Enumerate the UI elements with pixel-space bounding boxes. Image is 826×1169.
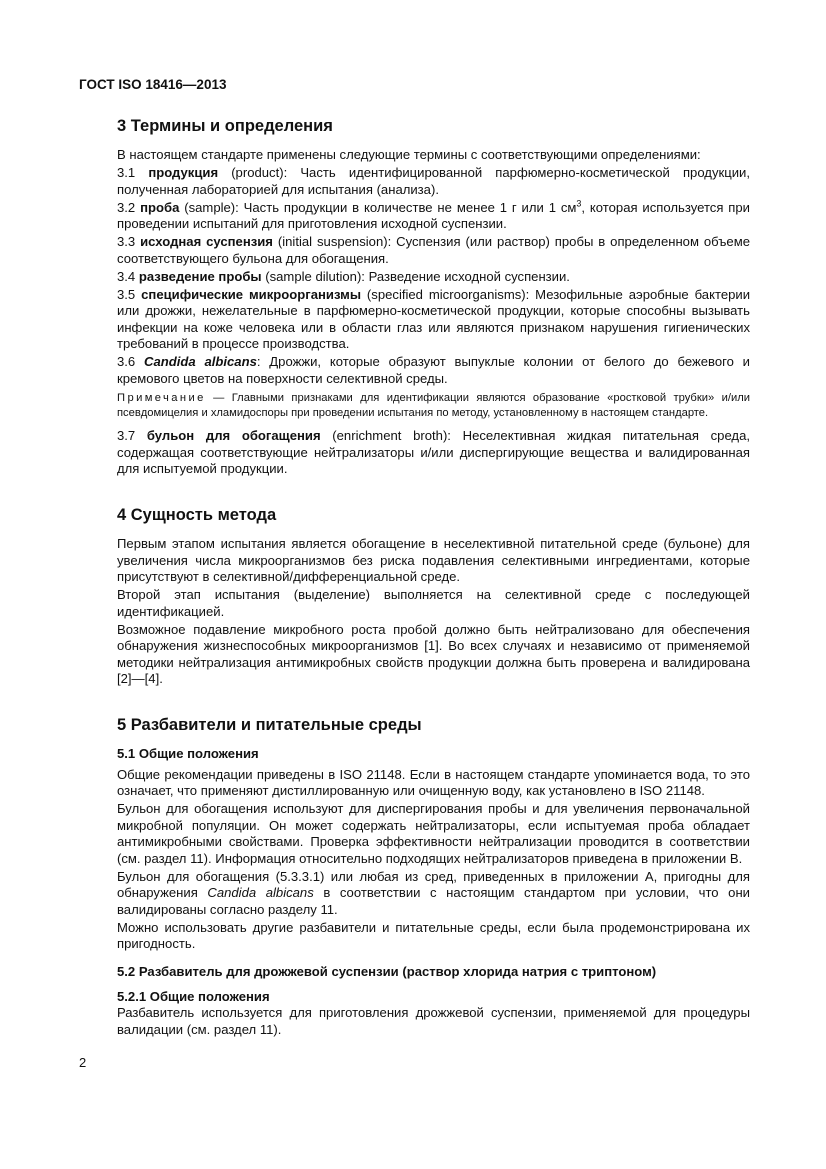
term-3-4: 3.4 разведение пробы (sample dilution): Разведение исходной суспензии. xyxy=(117,268,570,284)
term-3-1: 3.1 продукция (product): Часть идентифицированной парфюмерно-косметической продукции, полученная лабораторией для испытания (анализа). xyxy=(117,165,750,197)
section-5-title: 5 Разбавители и питательные среды xyxy=(117,716,422,734)
section-5-1-paragraph: Бульон для обогащения используют для диспергирования пробы и для увеличения первоначальной микробной популяции. Он может содержать нейтрализаторы, если испытуемая проба обладает антимикробными свойствами. Проверка эффективности нейтрализации проводится в соответствии (см. раздел 11). Информация относительно подходящих нейтрализаторов приведена в приложении B. xyxy=(117,801,750,866)
page-content xyxy=(117,112,750,1040)
term-3-7: 3.7 бульон для обогащения (enrichment broth): Неселективная жидкая питательная среда, содержащая соответствующие нейтрализаторы и/или диспергирующие вещества и валидированная для испытуемой продукции. xyxy=(117,428,750,476)
section-5-1-paragraph: Общие рекомендации приведены в ISO 21148. Если в настоящем стандарте упоминается вода, то это означает, что применяют дистиллированную или очищенную воду, как установлено в ISO 21148. xyxy=(117,766,750,798)
section-4-paragraph: Первым этапом испытания является обогащение в неселективной питательной среде (бульоне) для увеличения числа микроорганизмов без риска подавления селективными ингредиентами, которые присутствуют в селективной/дифференциальной среде. xyxy=(117,536,750,584)
section-5-2-1-paragraph: Разбавитель используется для приготовления дрожжевой суспензии, применяемой для процедуры валидации (см. раздел 11). xyxy=(117,1005,750,1037)
standard-header: ГОСТ ISO 18416—2013 xyxy=(79,77,227,92)
section-5-2-1-title: 5.2.1 Общие положения xyxy=(117,988,270,1004)
section-4-paragraph: Возможное подавление микробного роста пробой должно быть нейтрализовано для обеспечения обнаружения жизнеспособных микроорганизмов [1]. Во всех случаях и независимо от применяемой методики нейтрализация антимикробных свойств продукции должна быть проверена и валидирована [2]—[4]. xyxy=(117,621,750,686)
term-3-2: 3.2 проба (sample): Часть продукции в количестве не менее 1 г или 1 $см^3$, которая используется при проведении испытаний для приготовления исходной суспензии. xyxy=(117,198,750,231)
section-4-title: 4 Сущность метода xyxy=(117,506,277,524)
term-3-3: 3.3 исходная суспензия (initial suspension): Суспензия (или раствор) пробы в определенном объеме соответствующего бульона для обогащения. xyxy=(117,234,750,266)
page-number: 2 xyxy=(79,1055,87,1070)
section-3-title: 3 Термины и определения xyxy=(117,117,333,135)
section-5-1-paragraph: Бульон для обогащения (5.3.3.1) или любая из сред, приведенных в приложении А, пригодны для обнаружения Candida albicans в соответствии с настоящим стандартом при условии, что они валидированы согласно разделу 11. xyxy=(117,868,750,917)
section-5-2-title: 5.2 Разбавитель для дрожжевой суспензии (раствор хлорида натрия с триптоном) xyxy=(117,964,657,979)
section-4-paragraph: Второй этап испытания (выделение) выполняется на селективной среде с последующей идентификацией. xyxy=(117,587,750,619)
section-5-1-paragraph: Можно использовать другие разбавители и питательные среды, если была продемонстрирована их пригодность. xyxy=(117,919,750,951)
section-5-1-title: 5.1 Общие положения xyxy=(117,746,259,761)
section-3-intro: В настоящем стандарте применены следующие термины с соответствующими определениями: xyxy=(117,147,701,162)
term-3-6: 3.6 Candida albicans: Дрожжи, которые образуют выпуклые колонии от белого до бежевого и кремового цветов на поверхности селективной среды. xyxy=(117,354,750,386)
term-3-5: 3.5 специфические микроорганизмы (specified microorganisms): Мезофильные аэробные бактерии или дрожжи, нежелательные в парфюмерно-косметической продукции, которые способны вызывать инфекции на коже человека или в области глаз или являются признаком нарушения гигиенических требований в процессе производства. xyxy=(117,286,751,351)
note-3-6: Примечание — Главными признаками для идентификации являются образование «ростковой трубки» и/или псевдомицелия и хламидоспоры при проведении испытания по методу, установленному в настоящем стандарте. xyxy=(117,392,750,419)
